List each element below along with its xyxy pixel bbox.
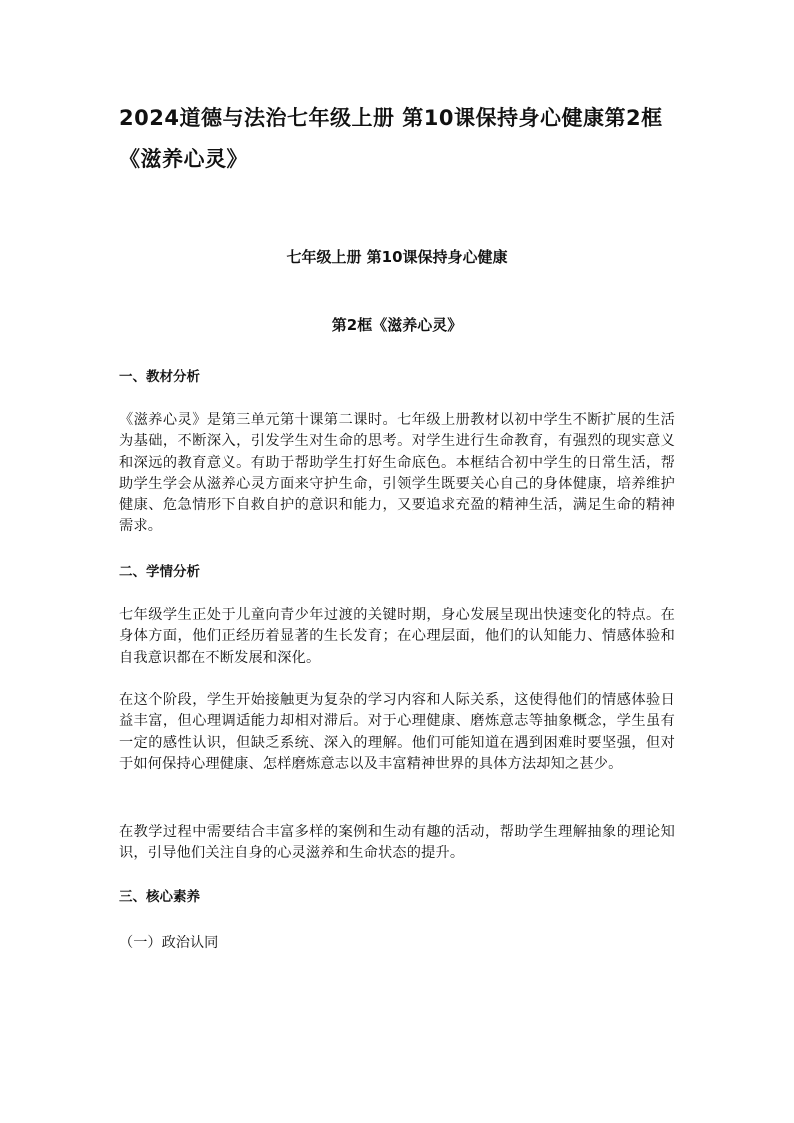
section-heading-student-analysis: 二、学情分析 [119,564,200,580]
paragraph-student-analysis-2: 在这个阶段，学生开始接触更为复杂的学习内容和人际关系，这使得他们的情感体验日益丰富，但心理调适能力却相对滞后。对于心理健康、磨炼意志等抽象概念，学生虽有一定的感性认识，但缺乏系统、深入的理解。他们可能知道在遇到困难时要坚强，但对于如何保持心理健康、怎样磨炼意志以及丰富精神世界的具体方法却知之甚少。 [119,692,675,772]
unit-heading: 七年级上册 第10课保持身心健康 [286,248,508,266]
section-heading-textbook-analysis: 一、教材分析 [119,369,200,385]
lesson-heading: 第2框《滋养心灵》 [331,316,463,334]
paragraph-student-analysis-3: 在教学过程中需要结合丰富多样的案例和生动有趣的活动，帮助学生理解抽象的理论知识，引导他们关注自身的心灵滋养和生命状态的提升。 [119,824,675,862]
document-title: 2024道德与法治七年级上册 第10课保持身心健康第2框《滋养心灵》 [119,106,663,171]
section-heading-core-literacy: 三、核心素养 [119,889,200,905]
paragraph-textbook-analysis: 《滋养心灵》是第三单元第十课第二课时。七年级上册教材以初中学生不断扩展的生活为基础，不断深入，引发学生对生命的思考。对学生进行生命教育，有强烈的现实意义和深远的教育意义。有助于帮助学生打好生命底色。本框结合初中学生的日常生活，帮助学生学会从滋养心灵方面来守护生命，引领学生既要关心自己的身体健康，培养维护健康、危急情形下自救自护的意识和能力，又要追求充盈的精神生活，满足生命的精神需求。 [119,412,675,535]
subheading-political-identity: （一）政治认同 [119,935,219,951]
paragraph-student-analysis-1: 七年级学生正处于儿童向青少年过渡的关键时期，身心发展呈现出快速变化的特点。在身体方面，他们正经历着显著的生长发育；在心理层面，他们的认知能力、情感体验和自我意识都在不断发展和深化。 [119,607,675,666]
